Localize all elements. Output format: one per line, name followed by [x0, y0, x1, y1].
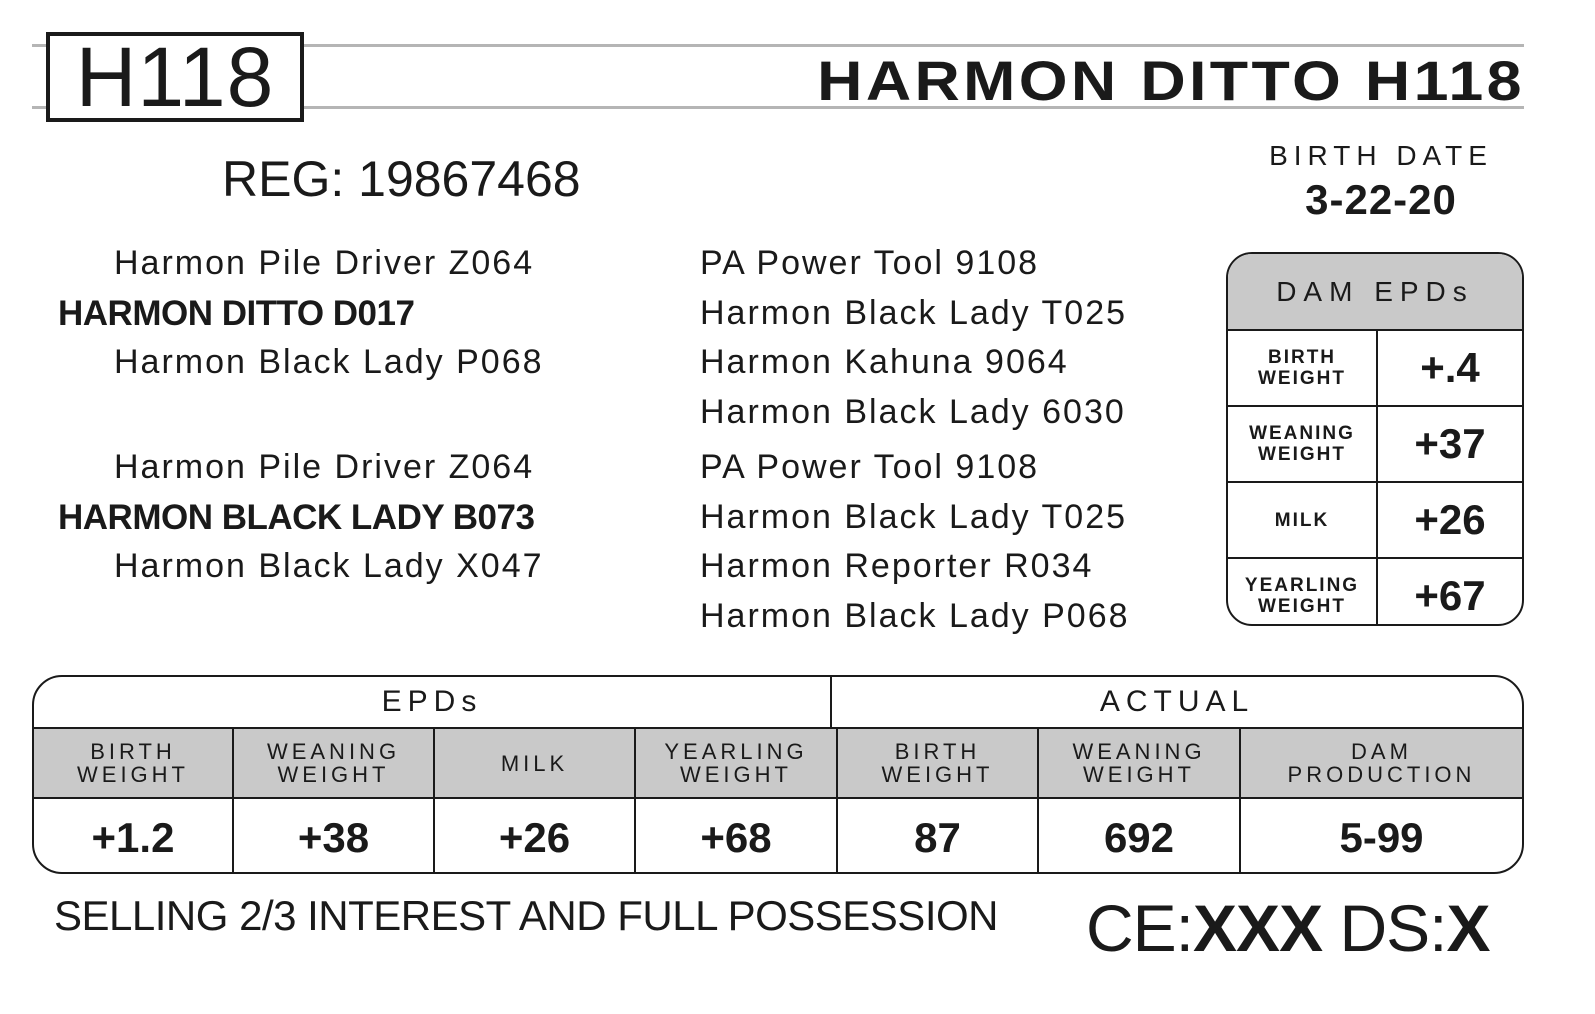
pedigree-gen3-item: Harmon Black Lady T025 [700, 498, 1128, 536]
column-header: DAM PRODUCTION [1287, 739, 1476, 787]
table-cell: +26 [435, 799, 636, 874]
dam-epd-label: BIRTH WEIGHT [1228, 331, 1378, 405]
column-header: WEANING WEIGHT [1039, 729, 1241, 797]
dam-epd-label: MILK [1228, 483, 1378, 557]
selling-terms: SELLING 2/3 INTEREST AND FULL POSSESSION [54, 892, 998, 939]
dam-epd-value: +67 [1414, 572, 1486, 619]
group-header-row [34, 677, 1522, 729]
dam-epds-title: DAM EPDs [1228, 254, 1522, 331]
lot-number: H118 [46, 32, 304, 122]
sire-sire: Harmon Pile Driver Z064 [114, 244, 535, 282]
birth-date-label: BIRTH DATE [1269, 140, 1493, 171]
dam-epds-box [1226, 252, 1524, 626]
sire: HARMON DITTO D017 [58, 294, 415, 333]
value-row [34, 799, 1522, 874]
dam: HARMON BLACK LADY B073 [58, 498, 535, 537]
table-cell: 692 [1039, 799, 1241, 874]
column-header: BIRTH WEIGHT [838, 729, 1039, 797]
table-cell: +1.2 [34, 799, 234, 874]
epd-actual-table [32, 675, 1524, 874]
column-header: BIRTH WEIGHT [34, 729, 234, 797]
pedigree-gen3-item: Harmon Black Lady 6030 [700, 393, 1126, 431]
dam-epd-value: +37 [1414, 420, 1486, 467]
column-header-row [34, 729, 1522, 799]
dam-dam: Harmon Black Lady X047 [114, 547, 544, 585]
column-header: MILK [435, 729, 636, 797]
dam-epd-row [1228, 331, 1522, 407]
pedigree-gen3-item: Harmon Reporter R034 [700, 547, 1094, 585]
ds-value: X [1446, 891, 1490, 965]
ce-value: XXX [1193, 891, 1323, 965]
dam-epd-row [1228, 559, 1522, 626]
birth-date-value: 3-22-20 [1305, 176, 1457, 223]
dam-sire: Harmon Pile Driver Z064 [114, 448, 535, 486]
column-header: YEARLING WEIGHT [636, 729, 838, 797]
dam-epd-label: WEANING WEIGHT [1228, 407, 1378, 481]
table-cell: 5-99 [1339, 813, 1424, 861]
table-cell: 87 [838, 799, 1039, 874]
pedigree-gen3-item: Harmon Black Lady T025 [700, 294, 1128, 332]
ce-label: CE: [1086, 891, 1194, 965]
pedigree-gen3-item: PA Power Tool 9108 [700, 448, 1040, 486]
actual-group-header: ACTUAL [1099, 685, 1255, 718]
dam-epd-value: +26 [1414, 496, 1486, 543]
ds-label: DS: [1322, 891, 1447, 965]
pedigree-gen3-item: Harmon Black Lady P068 [700, 597, 1130, 635]
dam-epd-row [1228, 483, 1522, 559]
epds-group-header: EPDs [34, 677, 832, 727]
dam-epd-value: +.4 [1420, 344, 1480, 391]
bull-name: HARMON DITTO H118 [817, 49, 1525, 112]
dam-epd-row [1228, 407, 1522, 483]
registration-number: REG: 19867468 [222, 151, 581, 207]
table-cell: +38 [234, 799, 435, 874]
ce-ds-codes [1086, 890, 1490, 966]
table-cell: +68 [636, 799, 838, 874]
column-header: WEANING WEIGHT [234, 729, 435, 797]
pedigree-gen3-item: PA Power Tool 9108 [700, 244, 1040, 282]
pedigree-gen3-item: Harmon Kahuna 9064 [700, 343, 1069, 381]
sire-dam: Harmon Black Lady P068 [114, 343, 544, 381]
dam-epd-label: YEARLING WEIGHT [1228, 559, 1378, 626]
